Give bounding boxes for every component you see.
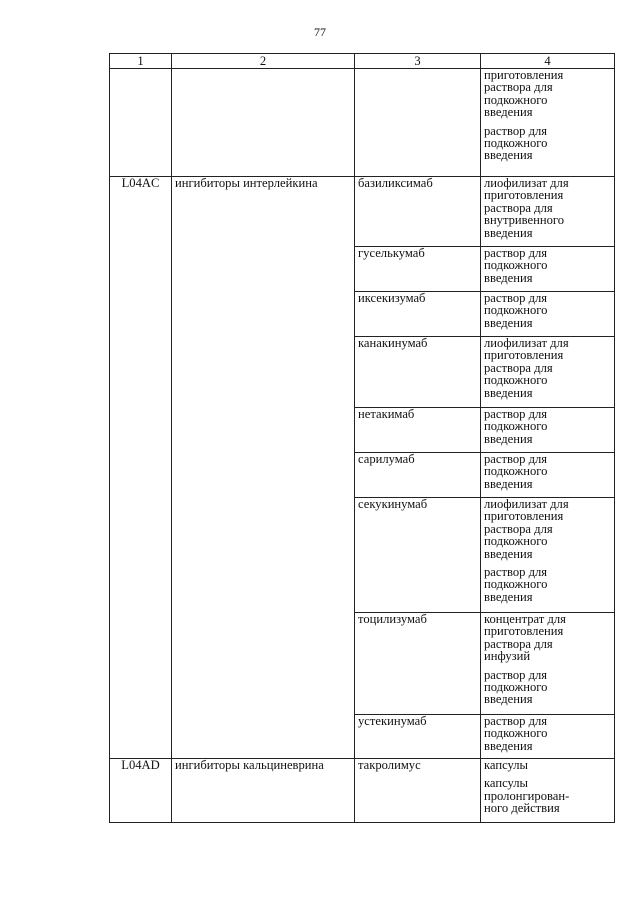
inn-cell: канакинумаб xyxy=(355,337,481,408)
dosage-form: раствор для подкожного введения xyxy=(484,565,548,604)
dosage-form: раствор для подкожного введения xyxy=(484,291,548,330)
dosage-form: раствор для подкожного введения xyxy=(484,667,548,707)
inn-cell: устекинумаб xyxy=(355,715,481,759)
dosage-form: приготовления раствора для подкожного введения xyxy=(484,68,564,120)
group-cell xyxy=(172,69,355,177)
dosage-form: раствор для подкожного введения xyxy=(484,246,548,285)
inn-cell: нетакимаб xyxy=(355,408,481,453)
page-number: 77 xyxy=(314,25,326,39)
dosage-form: раствор для подкожного введения xyxy=(484,714,548,753)
column-header-2: 2 xyxy=(172,54,355,69)
inn-cell xyxy=(355,69,481,177)
forms-cell xyxy=(481,337,615,408)
column-header-4: 4 xyxy=(481,54,615,69)
group-name-cell: ингибиторы интерлейкина xyxy=(172,177,355,759)
dosage-form: капсулы xyxy=(484,758,529,772)
forms-cell xyxy=(481,498,615,613)
atc-code-cell: L04AD xyxy=(110,759,172,823)
forms-cell xyxy=(481,759,615,823)
forms-cell xyxy=(481,69,615,177)
inn-cell: тоцилизумаб xyxy=(355,613,481,715)
forms-cell xyxy=(481,453,615,498)
inn-cell: гуселькумаб xyxy=(355,247,481,292)
dosage-form: лиофилизат для приготовления раствора для подкожного введения xyxy=(484,336,569,400)
forms-cell xyxy=(481,292,615,337)
inn-cell: сарилумаб xyxy=(355,453,481,498)
dosage-form: лиофилизат для приготовления раствора для подкожного введения xyxy=(484,497,569,561)
column-header-3: 3 xyxy=(355,54,481,69)
code-cell xyxy=(110,69,172,177)
dosage-form: раствор для подкожного введения xyxy=(484,123,548,163)
forms-cell xyxy=(481,177,615,247)
table-row xyxy=(110,69,615,177)
inn-cell: иксекизумаб xyxy=(355,292,481,337)
inn-cell: секукинумаб xyxy=(355,498,481,613)
atc-code-cell: L04AC xyxy=(110,177,172,759)
table-row xyxy=(110,759,615,823)
inn-cell: такролимус xyxy=(355,759,481,823)
forms-cell xyxy=(481,408,615,453)
group-name-cell: ингибиторы кальциневрина xyxy=(172,759,355,823)
forms-cell xyxy=(481,247,615,292)
dosage-form: раствор для подкожного введения xyxy=(484,452,548,491)
dosage-form: раствор для подкожного введения xyxy=(484,407,548,446)
dosage-form: капсулы пролонгирован- ного действия xyxy=(484,776,570,816)
forms-cell xyxy=(481,613,615,715)
dosage-form: лиофилизат для приготовления раствора для внутривенного введения xyxy=(484,176,569,240)
table-row xyxy=(110,177,615,247)
forms-cell xyxy=(481,715,615,759)
drug-table xyxy=(109,53,615,823)
dosage-form: концентрат для приготовления раствора для инфузий xyxy=(484,612,566,664)
inn-cell: базиликсимаб xyxy=(355,177,481,247)
table-header-row xyxy=(110,54,615,69)
column-header-1: 1 xyxy=(110,54,172,69)
